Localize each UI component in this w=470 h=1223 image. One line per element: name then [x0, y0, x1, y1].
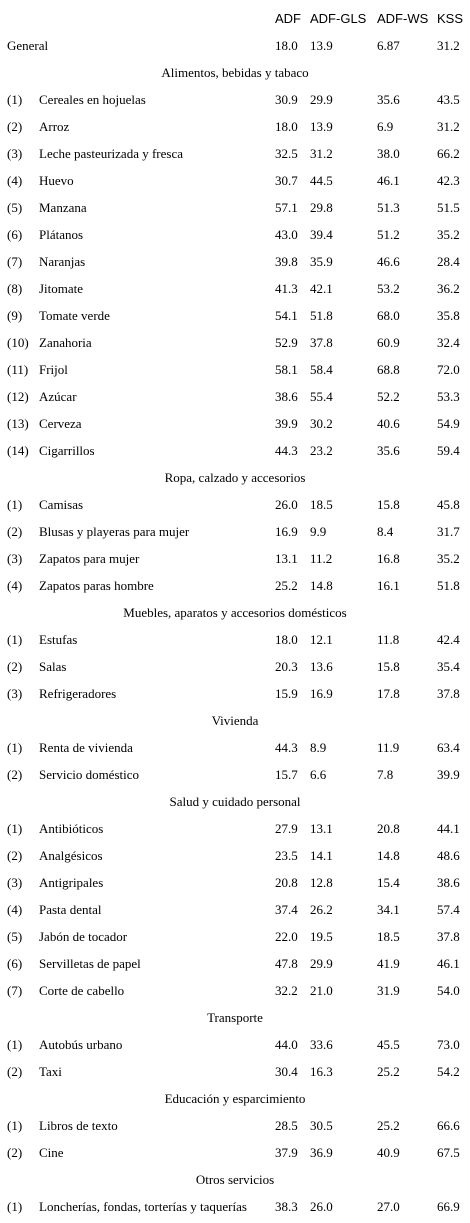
row-label: Antigripales	[39, 875, 104, 890]
value-cell: 38.3	[275, 1199, 298, 1214]
column-header: KSS	[437, 11, 464, 26]
row-label: Camisas	[39, 497, 84, 512]
value-cell: 31.9	[377, 983, 400, 998]
table-row	[0, 572, 470, 599]
value-cell: 37.8	[437, 686, 460, 701]
table-row	[0, 977, 470, 1004]
table-row	[0, 383, 470, 410]
value-cell: 31.2	[310, 146, 333, 161]
value-cell: 15.8	[377, 659, 400, 674]
value-cell: 25.2	[377, 1118, 400, 1133]
row-label: Zanahoria	[39, 335, 92, 350]
section-heading	[0, 464, 470, 491]
row-number: (4)	[7, 173, 23, 188]
row-number: (3)	[7, 146, 23, 161]
general-row	[0, 32, 470, 59]
value-cell: 26.0	[275, 497, 298, 512]
value-cell: 44.0	[275, 1037, 298, 1052]
row-label: Azúcar	[39, 389, 77, 404]
value-cell: 39.8	[275, 254, 298, 269]
row-number: (13)	[7, 416, 29, 431]
value-cell: 40.6	[377, 416, 400, 431]
value-cell: 67.5	[437, 1145, 460, 1160]
row-number: (5)	[7, 200, 23, 215]
row-label: Servicio doméstico	[39, 767, 140, 782]
value-cell: 23.5	[275, 848, 298, 863]
table-row	[0, 248, 470, 275]
value-cell: 26.0	[310, 1199, 333, 1214]
row-label: Jitomate	[39, 281, 84, 296]
table-row	[0, 815, 470, 842]
value-cell: 38.0	[377, 146, 400, 161]
value-cell: 45.5	[377, 1037, 400, 1052]
value-cell: 30.5	[310, 1118, 333, 1133]
value-cell: 54.1	[275, 308, 298, 323]
value-cell: 16.1	[377, 578, 400, 593]
value-cell: 16.3	[310, 1064, 333, 1079]
value-cell: 13.9	[310, 119, 333, 134]
row-number: (5)	[7, 929, 23, 944]
value-cell: 7.8	[377, 767, 394, 782]
value-cell: 16.9	[275, 524, 298, 539]
value-cell: 13.9	[310, 38, 333, 53]
row-label: Leche pasteurizada y fresca	[39, 146, 183, 161]
value-cell: 68.8	[377, 362, 400, 377]
value-cell: 30.2	[310, 416, 333, 431]
value-cell: 37.9	[275, 1145, 298, 1160]
section-heading	[0, 599, 470, 626]
value-cell: 11.9	[377, 740, 400, 755]
value-cell: 44.3	[275, 740, 298, 755]
value-cell: 27.0	[377, 1199, 400, 1214]
value-cell: 17.8	[377, 686, 400, 701]
row-label: Pasta dental	[39, 902, 102, 917]
value-cell: 34.1	[377, 902, 400, 917]
value-cell: 12.8	[310, 875, 333, 890]
value-cell: 51.5	[437, 200, 460, 215]
section-title: Otros servicios	[195, 1172, 275, 1187]
value-cell: 30.4	[275, 1064, 298, 1079]
value-cell: 28.5	[275, 1118, 298, 1133]
row-number: (2)	[7, 1145, 23, 1160]
table-row	[0, 626, 470, 653]
row-label: Antibióticos	[39, 821, 104, 836]
table-row	[0, 1193, 470, 1220]
row-label: Renta de vivienda	[39, 740, 133, 755]
section-heading	[0, 59, 470, 86]
value-cell: 9.9	[310, 524, 327, 539]
value-cell: 27.9	[275, 821, 298, 836]
value-cell: 39.9	[275, 416, 298, 431]
value-cell: 31.2	[437, 38, 460, 53]
value-cell: 58.4	[310, 362, 333, 377]
row-label: Arroz	[39, 119, 70, 134]
value-cell: 28.4	[437, 254, 460, 269]
value-cell: 14.8	[377, 848, 400, 863]
column-header: ADF-WS	[377, 11, 429, 26]
table-row	[0, 410, 470, 437]
value-cell: 73.0	[437, 1037, 460, 1052]
value-cell: 41.9	[377, 956, 400, 971]
row-number: (1)	[7, 497, 23, 512]
value-cell: 31.2	[437, 119, 460, 134]
row-label: Plátanos	[39, 227, 84, 242]
value-cell: 29.9	[310, 92, 333, 107]
table-row	[0, 842, 470, 869]
value-cell: 39.9	[437, 767, 460, 782]
value-cell: 18.5	[377, 929, 400, 944]
value-cell: 66.2	[437, 146, 460, 161]
value-cell: 20.8	[377, 821, 400, 836]
value-cell: 8.4	[377, 524, 394, 539]
table-row	[0, 923, 470, 950]
column-header: ADF-GLS	[310, 11, 367, 26]
value-cell: 15.7	[275, 767, 298, 782]
value-cell: 37.8	[310, 335, 333, 350]
row-number: (2)	[7, 1064, 23, 1079]
value-cell: 44.3	[275, 443, 298, 458]
value-cell: 13.1	[275, 551, 298, 566]
value-cell: 14.1	[310, 848, 333, 863]
row-label: Taxi	[39, 1064, 62, 1079]
value-cell: 43.5	[437, 92, 460, 107]
row-label: Libros de texto	[39, 1118, 118, 1133]
row-number: (11)	[7, 362, 29, 377]
row-label: Salas	[39, 659, 67, 674]
section-title: Ropa, calzado y accesorios	[164, 470, 306, 485]
row-number: (7)	[7, 254, 23, 269]
value-cell: 29.9	[310, 956, 333, 971]
table-row	[0, 302, 470, 329]
row-label: Huevo	[39, 173, 74, 188]
row-number: (7)	[7, 983, 23, 998]
section-title: Salud y cuidado personal	[169, 794, 301, 809]
value-cell: 25.2	[377, 1064, 400, 1079]
value-cell: 31.7	[437, 524, 460, 539]
value-cell: 46.1	[377, 173, 400, 188]
row-number: (14)	[7, 443, 29, 458]
row-label: Cigarrillos	[39, 443, 95, 458]
row-label: Cine	[39, 1145, 64, 1160]
row-label: Blusas y playeras para mujer	[39, 524, 190, 539]
row-number: (1)	[7, 92, 23, 107]
value-cell: 51.8	[437, 578, 460, 593]
row-number: (6)	[7, 956, 23, 971]
row-label: Naranjas	[39, 254, 86, 269]
value-cell: 18.5	[310, 497, 333, 512]
value-cell: 66.6	[437, 1118, 460, 1133]
value-cell: 25.2	[275, 578, 298, 593]
value-cell: 57.1	[275, 200, 298, 215]
row-number: (9)	[7, 308, 23, 323]
value-cell: 21.0	[310, 983, 333, 998]
value-cell: 11.8	[377, 632, 400, 647]
row-label: Refrigeradores	[39, 686, 117, 701]
row-number: (10)	[7, 335, 29, 350]
row-label: Servilletas de papel	[39, 956, 141, 971]
table-row	[0, 1139, 470, 1166]
value-cell: 55.4	[310, 389, 333, 404]
value-cell: 26.2	[310, 902, 333, 917]
section-heading	[0, 1166, 470, 1193]
row-number: (1)	[7, 632, 23, 647]
row-number: (3)	[7, 875, 23, 890]
table-row	[0, 167, 470, 194]
row-number: (1)	[7, 821, 23, 836]
table-row	[0, 113, 470, 140]
table-row	[0, 329, 470, 356]
row-label: Cerveza	[39, 416, 82, 431]
value-cell: 38.6	[437, 875, 460, 890]
table-row	[0, 491, 470, 518]
value-cell: 37.4	[275, 902, 298, 917]
value-cell: 35.6	[377, 443, 400, 458]
value-cell: 53.2	[377, 281, 400, 296]
table-row	[0, 437, 470, 464]
value-cell: 59.4	[437, 443, 460, 458]
value-cell: 46.1	[437, 956, 460, 971]
row-label: Zapatos paras hombre	[39, 578, 154, 593]
value-cell: 8.9	[310, 740, 327, 755]
section-heading	[0, 707, 470, 734]
value-cell: 60.9	[377, 335, 400, 350]
value-cell: 18.0	[275, 38, 298, 53]
value-cell: 51.3	[377, 200, 400, 215]
header-row	[0, 5, 470, 32]
value-cell: 15.9	[275, 686, 298, 701]
value-cell: 36.9	[310, 1145, 333, 1160]
row-label: Estufas	[39, 632, 78, 647]
table-row	[0, 680, 470, 707]
row-label: Analgésicos	[39, 848, 103, 863]
value-cell: 6.6	[310, 767, 327, 782]
table-row	[0, 194, 470, 221]
row-label: Frijol	[39, 362, 68, 377]
row-label: Jabón de tocador	[39, 929, 128, 944]
value-cell: 42.1	[310, 281, 333, 296]
value-cell: 19.5	[310, 929, 333, 944]
value-cell: 47.8	[275, 956, 298, 971]
section-title: Educación y esparcimiento	[164, 1091, 306, 1106]
value-cell: 14.8	[310, 578, 333, 593]
row-label: Corte de cabello	[39, 983, 125, 998]
value-cell: 38.6	[275, 389, 298, 404]
row-number: (4)	[7, 578, 23, 593]
value-cell: 35.4	[437, 659, 460, 674]
table-row	[0, 653, 470, 680]
value-cell: 22.0	[275, 929, 298, 944]
value-cell: 42.4	[437, 632, 460, 647]
value-cell: 63.4	[437, 740, 460, 755]
column-header: ADF	[275, 11, 301, 26]
table-row	[0, 896, 470, 923]
table-row	[0, 761, 470, 788]
value-cell: 16.9	[310, 686, 333, 701]
row-number: (2)	[7, 659, 23, 674]
value-cell: 68.0	[377, 308, 400, 323]
value-cell: 66.9	[437, 1199, 460, 1214]
value-cell: 44.5	[310, 173, 333, 188]
row-label: General	[7, 38, 49, 53]
value-cell: 33.6	[310, 1037, 333, 1052]
table-row	[0, 950, 470, 977]
value-cell: 51.2	[377, 227, 400, 242]
value-cell: 54.9	[437, 416, 460, 431]
value-cell: 30.9	[275, 92, 298, 107]
value-cell: 18.0	[275, 119, 298, 134]
section-heading	[0, 1085, 470, 1112]
value-cell: 51.8	[310, 308, 333, 323]
value-cell: 39.4	[310, 227, 333, 242]
table-row	[0, 356, 470, 383]
row-label: Zapatos para mujer	[39, 551, 140, 566]
value-cell: 29.8	[310, 200, 333, 215]
table-row	[0, 1031, 470, 1058]
value-cell: 52.9	[275, 335, 298, 350]
row-number: (1)	[7, 1118, 23, 1133]
value-cell: 16.8	[377, 551, 400, 566]
value-cell: 36.2	[437, 281, 460, 296]
value-cell: 41.3	[275, 281, 298, 296]
value-cell: 30.7	[275, 173, 298, 188]
value-cell: 52.2	[377, 389, 400, 404]
row-label: Loncherías, fondas, torterías y taquerías	[39, 1199, 247, 1214]
row-number: (2)	[7, 848, 23, 863]
section-heading	[0, 1004, 470, 1031]
section-title: Transporte	[207, 1010, 263, 1025]
section-title: Alimentos, bebidas y tabaco	[161, 65, 309, 80]
value-cell: 32.4	[437, 335, 460, 350]
value-cell: 13.1	[310, 821, 333, 836]
row-number: (6)	[7, 227, 23, 242]
value-cell: 72.0	[437, 362, 460, 377]
value-cell: 15.8	[377, 497, 400, 512]
row-label: Autobús urbano	[39, 1037, 123, 1052]
value-cell: 54.2	[437, 1064, 460, 1079]
value-cell: 54.0	[437, 983, 460, 998]
table-row	[0, 869, 470, 896]
value-cell: 37.8	[437, 929, 460, 944]
value-cell: 58.1	[275, 362, 298, 377]
row-number: (3)	[7, 686, 23, 701]
value-cell: 32.5	[275, 146, 298, 161]
value-cell: 44.1	[437, 821, 460, 836]
section-heading	[0, 788, 470, 815]
row-number: (12)	[7, 389, 29, 404]
table-row	[0, 734, 470, 761]
row-number: (2)	[7, 767, 23, 782]
table-row	[0, 140, 470, 167]
value-cell: 35.8	[437, 308, 460, 323]
row-number: (2)	[7, 524, 23, 539]
table-row	[0, 1058, 470, 1085]
value-cell: 15.4	[377, 875, 400, 890]
row-number: (1)	[7, 1037, 23, 1052]
value-cell: 32.2	[275, 983, 298, 998]
value-cell: 43.0	[275, 227, 298, 242]
value-cell: 23.2	[310, 443, 333, 458]
value-cell: 35.9	[310, 254, 333, 269]
table-row	[0, 518, 470, 545]
value-cell: 40.9	[377, 1145, 400, 1160]
value-cell: 35.2	[437, 551, 460, 566]
value-cell: 6.87	[377, 38, 400, 53]
table-row	[0, 275, 470, 302]
section-title: Vivienda	[211, 713, 259, 728]
value-cell: 35.2	[437, 227, 460, 242]
row-number: (2)	[7, 119, 23, 134]
value-cell: 42.3	[437, 173, 460, 188]
section-title: Muebles, aparatos y accesorios domésticos	[123, 605, 347, 620]
value-cell: 53.3	[437, 389, 460, 404]
value-cell: 57.4	[437, 902, 460, 917]
table-row	[0, 86, 470, 113]
row-number: (3)	[7, 551, 23, 566]
table-row	[0, 545, 470, 572]
row-number: (4)	[7, 902, 23, 917]
table-row	[0, 1112, 470, 1139]
table-row	[0, 221, 470, 248]
value-cell: 12.1	[310, 632, 333, 647]
value-cell: 46.6	[377, 254, 400, 269]
value-cell: 45.8	[437, 497, 460, 512]
row-number: (1)	[7, 740, 23, 755]
value-cell: 35.6	[377, 92, 400, 107]
value-cell: 48.6	[437, 848, 460, 863]
value-cell: 11.2	[310, 551, 333, 566]
value-cell: 6.9	[377, 119, 394, 134]
value-cell: 20.8	[275, 875, 298, 890]
row-number: (8)	[7, 281, 23, 296]
value-cell: 20.3	[275, 659, 298, 674]
row-number: (1)	[7, 1199, 23, 1214]
row-label: Tomate verde	[39, 308, 110, 323]
row-label: Cereales en hojuelas	[39, 92, 146, 107]
value-cell: 18.0	[275, 632, 298, 647]
row-label: Manzana	[39, 200, 87, 215]
value-cell: 13.6	[310, 659, 333, 674]
